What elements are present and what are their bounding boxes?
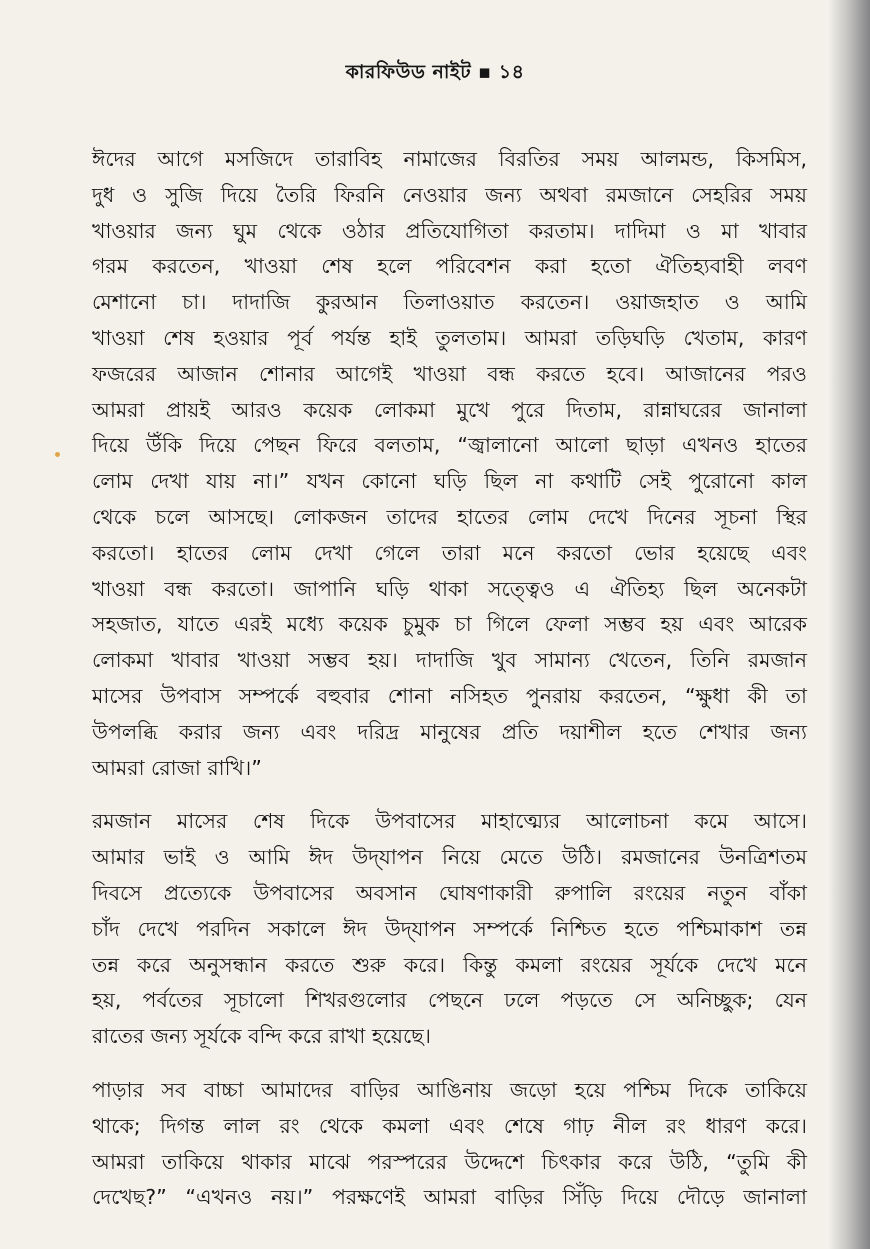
text-line: লোকমা খাবার খাওয়া সম্ভব হয়। দাদাজি খুব সামান্য খেতেন, তিনি রমজান xyxy=(92,648,807,673)
running-header: কারফিউড নাইট ▪ ১৪ xyxy=(345,61,525,83)
text-line: দিবসে প্রত্যেকে উপবাসের অবসান ঘোষণাকারী রুপালি রংয়ের নতুন বাঁকা xyxy=(92,880,807,905)
text-line: ফজরের আজান শোনার আগেই খাওয়া বন্ধ করতে হবে। আজানের পরও xyxy=(92,361,807,386)
text-line: মাসের উপবাস সম্পর্কে বহুবার শোনা নসিহত পুনরায় করতেন, “ক্ষুধা কী তা xyxy=(92,683,807,708)
text-line: দুধ ও সুজি দিয়ে তৈরি ফিরনি নেওয়ার জন্য অথবা রমজানে সেহরির সময় xyxy=(92,182,807,207)
text-line: রাতের জন্য সূর্যকে বন্দি করে রাখা হয়েছে। xyxy=(92,1024,431,1049)
text-line: আমরা প্রায়ই আরও কয়েক লোকমা মুখে পুরে দিতাম, রান্নাঘরের জানালা xyxy=(92,397,807,422)
text-line: ঈদের আগে মসজিদে তারাবিহ নামাজের বিরতির সময় আলমন্ড, কিসমিস, xyxy=(92,147,807,171)
text-line: করতো। হাতের লোম দেখা গেলে তারা মনে করতো ভোর হয়েছে এবং xyxy=(92,540,807,565)
text-line: মেশানো চা। দাদাজি কুরআন তিলাওয়াত করতেন। ওয়াজহাত ও আমি xyxy=(92,290,807,315)
text-line: হয়, পর্বতের সূচালো শিখরগুলোর পেছনে ঢলে পড়তে সে অনিচ্ছুক; যেন xyxy=(92,988,807,1013)
text-line: আমার ভাই ও আমি ঈদ উদ্‌যাপন নিয়ে মেতে উঠি। রমজানের উনত্রিশতম xyxy=(92,845,807,870)
text-line: আমরা তাকিয়ে থাকার মাঝে পরস্পরের উদ্দেশে চিৎকার করে উঠি, “তুমি কী xyxy=(92,1149,807,1174)
text-line: চাঁদ দেখে পরদিন সকালে ঈদ উদ্‌যাপন সম্পর্কে নিশ্চিত হতে পশ্চিমাকাশ তন্ন xyxy=(92,916,807,941)
text-line: গরম করতেন, খাওয়া শেষ হলে পরিবেশন করা হতো ঐতিহ্যবাহী লবণ xyxy=(92,254,807,279)
print-speck xyxy=(55,452,60,457)
paragraph-1 xyxy=(92,142,807,786)
text-line: আমরা রোজা রাখি।” xyxy=(92,755,262,780)
paragraph-3 xyxy=(92,1073,807,1216)
text-line: উপলব্ধি করার জন্য এবং দরিদ্র মানুষের প্রতি দয়াশীল হতে শেখার জন্য xyxy=(92,719,807,744)
text-line: পাড়ার সব বাচ্চা আমাদের বাড়ির আঙিনায় জড়ো হয়ে পশ্চিম দিকে তাকিয়ে xyxy=(92,1077,807,1102)
text-line: তন্ন করে অনুসন্ধান করতে শুরু করে। কিন্তু কমলা রংয়ের সূর্যকে দেখে মনে xyxy=(92,952,807,977)
body-text xyxy=(92,142,807,1234)
text-line: থেকে চলে আসছে। লোকজন তাদের হাতের লোম দেখে দিনের সূচনা স্থির xyxy=(92,504,807,529)
text-line: থাকে; দিগন্ত লাল রং থেকে কমলা এবং শেষে গাঢ় নীল রং ধারণ করে। xyxy=(92,1113,807,1138)
text-line: লোম দেখা যায় না।” যখন কোনো ঘড়ি ছিল না কথাটি সেই পুরোনো কাল xyxy=(92,469,807,494)
text-line: খাওয়ার জন্য ঘুম থেকে ওঠার প্রতিযোগিতা করতাম। দাদিমা ও মা খাবার xyxy=(92,218,807,243)
text-line: সহজাত, যাতে এরই মধ্যে কয়েক চুমুক চা গিলে ফেলা সম্ভব হয় এবং আরেক xyxy=(92,612,807,637)
text-line: দেখেছ?” “এখনও নয়।” পরক্ষণেই আমরা বাড়ির সিঁড়ি দিয়ে দৌড়ে জানালা xyxy=(92,1185,807,1210)
text-line: খাওয়া শেষ হওয়ার পূর্ব পর্যন্ত হাই তুলতাম। আমরা তড়িঘড়ি খেতাম, কারণ xyxy=(92,325,807,350)
text-line: রমজান মাসের শেষ দিকে উপবাসের মাহাত্ম্যের আলোচনা কমে আসে। xyxy=(92,809,807,834)
paragraph-2 xyxy=(92,804,807,1055)
page-edge-shadow xyxy=(828,0,870,1249)
text-line: দিয়ে উঁকি দিয়ে পেছন ফিরে বলতাম, “জ্বালানো আলো ছাড়া এখনও হাতের xyxy=(92,433,807,458)
text-line: খাওয়া বন্ধ করতো। জাপানি ঘড়ি থাকা সত্ত্বেও এ ঐতিহ্য ছিল অনেকটা xyxy=(92,576,807,601)
